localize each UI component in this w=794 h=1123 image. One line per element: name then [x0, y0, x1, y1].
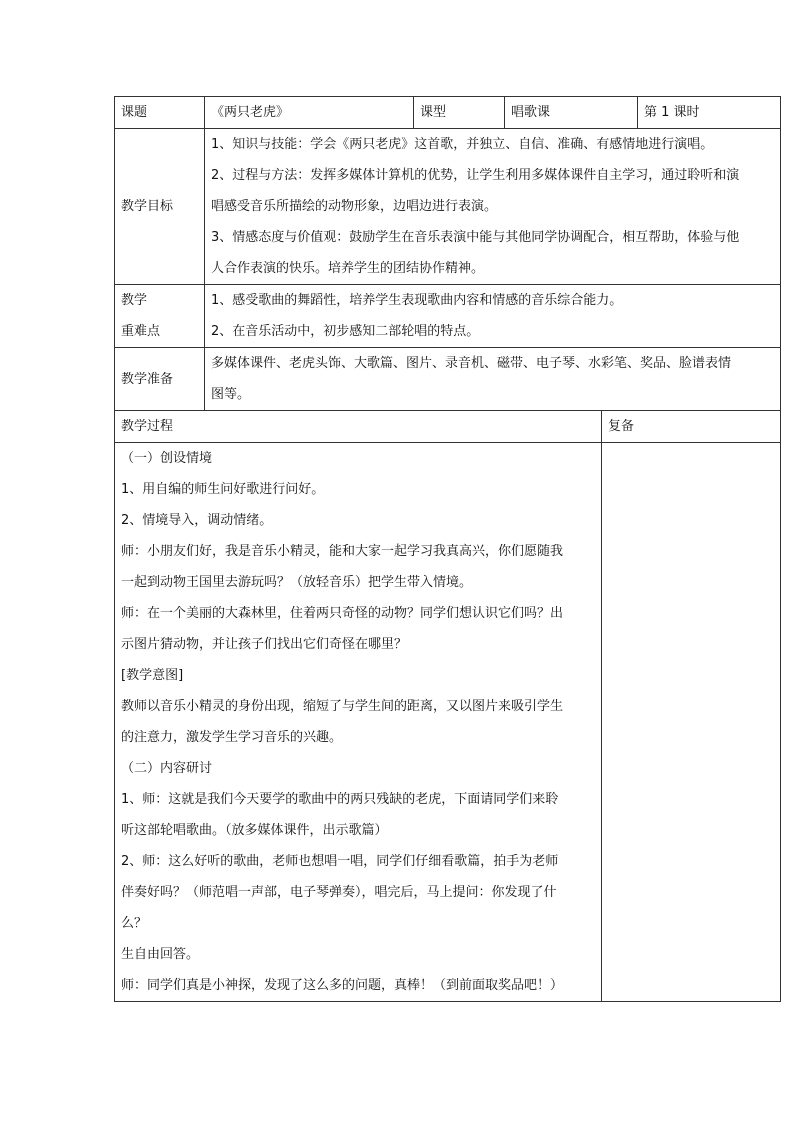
process-line: 伴奏好吗？（师范唱一声部，电子琴弹奏），唱完后，马上提问：你发现了什 — [121, 885, 557, 900]
key-points-content — [205, 285, 781, 348]
process-line: 听这部轮唱歌曲。（放多媒体课件，出示歌篇） — [121, 823, 388, 838]
goals-row — [115, 129, 781, 285]
process-label: 教学过程 — [115, 411, 602, 443]
process-line: 生自由回答。 — [121, 947, 200, 962]
process-line: 师：同学们真是小神探，发现了这么多的问题，真棒！（到前面取奖品吧！） — [121, 978, 564, 993]
preparation-line: 图等。 — [211, 387, 251, 402]
goals-line: 1、知识与技能：学会《两只老虎》这首歌，并独立、自信、准确、有感情地进行演唱。 — [211, 137, 714, 152]
key-points-line: 1、感受歌曲的舞蹈性，培养学生表现歌曲内容和情感的音乐综合能力。 — [211, 293, 623, 308]
goals-line: 唱感受音乐所描绘的动物形象，边唱边进行表演。 — [211, 199, 498, 214]
notes-label: 复备 — [602, 411, 781, 443]
preparation-row — [115, 348, 781, 411]
process-line: 1、师：这就是我们今天要学的歌曲中的两只残缺的老虎，下面请同学们来聆 — [121, 792, 559, 807]
key-points-line: 2、在音乐活动中，初步感知二部轮唱的特点。 — [211, 324, 480, 339]
type-value: 唱歌课 — [505, 97, 638, 129]
process-line: 一起到动物王国里去游玩吗？（放轻音乐）把学生带入情境。 — [121, 575, 473, 590]
process-line: 教师以音乐小精灵的身份出现，缩短了与学生间的距离，又以图片来吸引学生 — [121, 699, 564, 714]
notes-content — [602, 443, 781, 1002]
goals-line: 3、情感态度与价值观：鼓励学生在音乐表演中能与其他同学协调配合，相互帮助，体验与他 — [211, 230, 740, 245]
process-line: 2、情境导入，调动情绪。 — [121, 513, 273, 528]
goals-line: 人合作表演的快乐。培养学生的团结协作精神。 — [211, 261, 485, 276]
goals-label: 教学目标 — [115, 129, 205, 285]
lesson-plan-table — [114, 96, 781, 1002]
process-body-row — [115, 443, 781, 1002]
goals-line: 2、过程与方法：发挥多媒体计算机的优势，让学生利用多媒体课件自主学习，通过聆听和演 — [211, 168, 740, 183]
header-row — [115, 97, 781, 129]
process-line: 师：小朋友们好，我是音乐小精灵，能和大家一起学习我真高兴，你们愿随我 — [121, 544, 564, 559]
topic-value: 《两只老虎》 — [205, 97, 414, 129]
key-points-label-line: 教学 — [121, 293, 148, 308]
process-line: [教学意图] — [121, 668, 184, 683]
process-line: 2、师：这么好听的歌曲，老师也想唱一唱，同学们仔细看歌篇，拍手为老师 — [121, 854, 559, 869]
process-line: 1、用自编的师生问好歌进行问好。 — [121, 482, 325, 497]
key-points-label-line: 重难点 — [121, 324, 161, 339]
process-line: （一）创设情境 — [121, 451, 213, 466]
process-header-row — [115, 411, 781, 443]
key-points-label — [115, 285, 205, 348]
process-line: （二）内容研讨 — [121, 761, 213, 776]
preparation-label: 教学准备 — [115, 348, 205, 411]
preparation-content — [205, 348, 781, 411]
preparation-line: 多媒体课件、老虎头饰、大歌篇、图片、录音机、磁带、电子琴、水彩笔、奖品、脸谱表情 — [211, 356, 732, 371]
key-points-row — [115, 285, 781, 348]
process-line: 的注意力，激发学生学习音乐的兴趣。 — [121, 730, 343, 745]
process-line: 么？ — [121, 916, 148, 931]
process-content — [115, 443, 602, 1002]
goals-content — [205, 129, 781, 285]
process-line: 师：在一个美丽的大森林里，住着两只奇怪的动物？同学们想认识它们吗？出 — [121, 606, 564, 621]
period-value: 第 1 课时 — [638, 97, 781, 129]
type-label: 课型 — [414, 97, 505, 129]
topic-label: 课题 — [115, 97, 205, 129]
process-line: 示图片猜动物，并让孩子们找出它们奇怪在哪里？ — [121, 637, 408, 652]
